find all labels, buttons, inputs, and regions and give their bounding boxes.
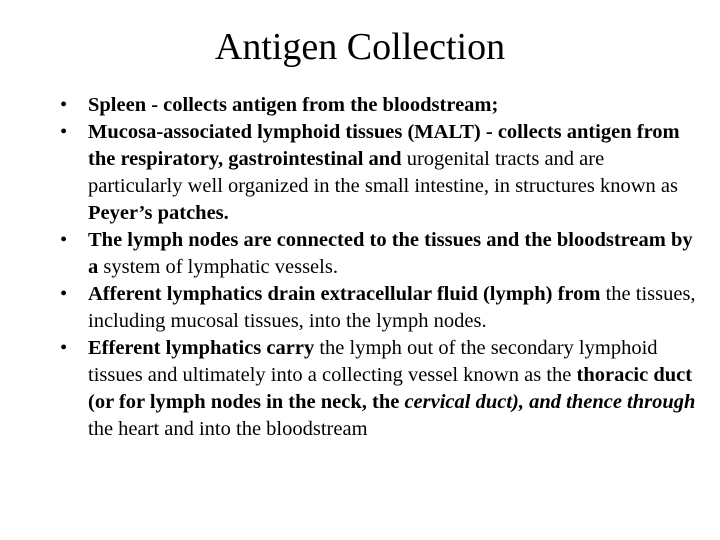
bullet-list [60, 92, 700, 443]
bullet-text: The lymph nodes are connected to the tissues and the bloodstream by a [88, 229, 693, 278]
bullet-icon: • [60, 94, 68, 116]
bullet-icon: • [60, 121, 68, 143]
bullet-text: Afferent lymphatics drain extracellular fluid (lymph) from [88, 283, 606, 305]
bullet-text: Efferent lymphatics carry [88, 337, 320, 359]
bullet-item-malt [60, 119, 700, 227]
bullet-text: Spleen - collects antigen from the bloodstream; [88, 94, 499, 116]
bullet-icon: • [60, 229, 68, 251]
bullet-text: the lymph out of the secondary lymphoid tissues and ultimately into a collecting vessel known as the [88, 337, 658, 386]
bullet-item-afferent [60, 281, 700, 335]
cervical-duct-term: cervical duct), and thence through [404, 391, 696, 413]
thoracic-duct-term: thoracic duct (or for lymph nodes in the neck, the [88, 364, 693, 413]
bullet-text: the tissues, including mucosal tissues, into the lymph nodes. [88, 283, 696, 332]
bullet-item-spleen [60, 92, 700, 119]
bullet-item-lymph-nodes [60, 227, 700, 281]
slide-title: Antigen Collection [214, 26, 506, 68]
bullet-icon: • [60, 283, 68, 305]
bullet-icon: • [60, 337, 68, 359]
peyers-patches-term: Peyer’s patches. [88, 202, 229, 224]
bullet-item-efferent [60, 335, 700, 443]
bullet-text: urogenital tracts and are particularly well organized in the small intestine, in structures known as [88, 148, 678, 197]
bullet-text: Mucosa-associated lymphoid tissues (MALT) - collects antigen from the respiratory, gastrointestinal and [88, 121, 680, 170]
bullet-text: the heart and into the bloodstream [88, 418, 368, 440]
bullet-text: system of lymphatic vessels. [103, 256, 338, 278]
